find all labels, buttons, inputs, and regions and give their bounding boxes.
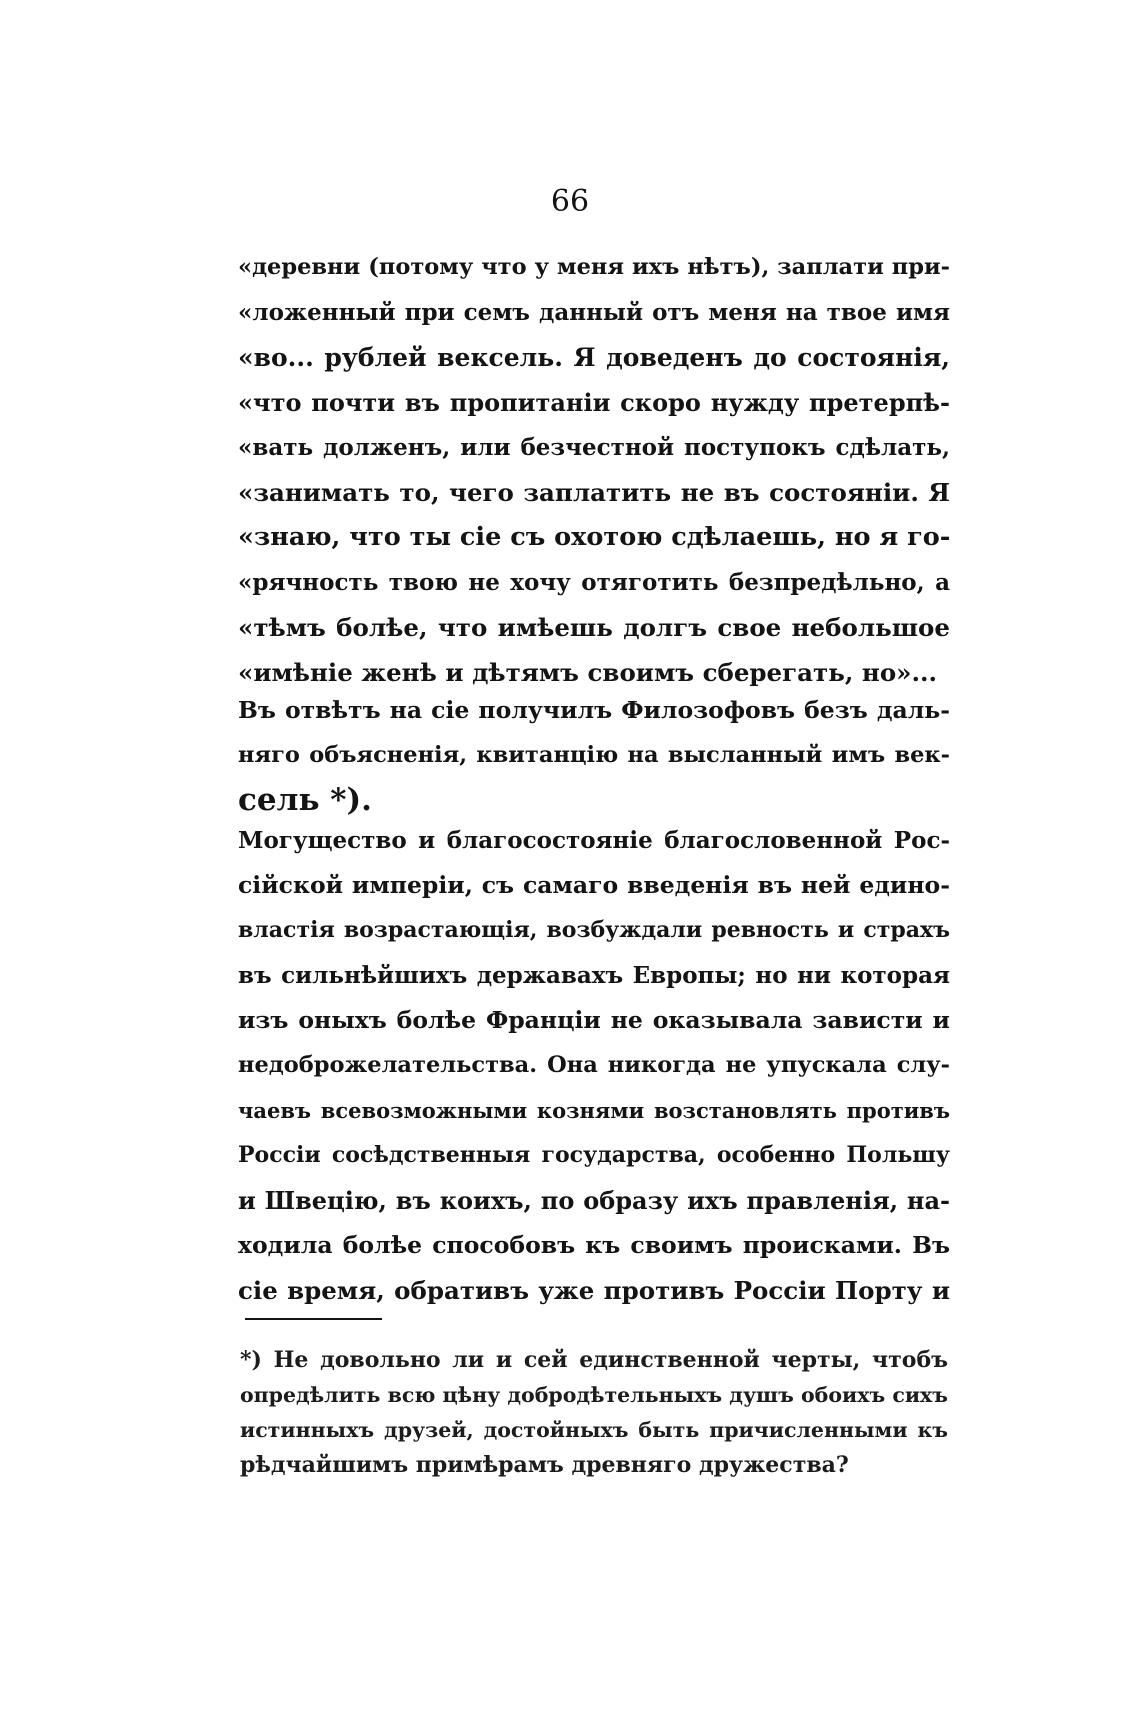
footnote-line: рѣдчайшимъ примѣрамъ древняго дружества?	[240, 1452, 849, 1478]
paragraph-reply	[238, 688, 950, 823]
paragraph-line: недоброжелательства. Она никогда не упускала слу-	[238, 1052, 950, 1078]
paragraph-line: чаевъ всевозможными кознями возстановлять противъ	[238, 1098, 950, 1123]
letter-line: «рячность твою не хочу отяготить безпредѣльно, а	[238, 569, 950, 596]
footnote-line: истинныхъ друзей, достойныхъ быть причисленными къ	[240, 1418, 948, 1442]
page-number: 66	[550, 184, 590, 219]
letter-line: «занимать то, чего заплатить не въ состояніи. Я	[238, 478, 950, 507]
letter-line: «что почти въ пропитаніи скоро нужду претерпѣ-	[238, 388, 950, 417]
letter-line: «имѣніе женѣ и дѣтямъ своимъ сберегать, но»...	[238, 658, 938, 687]
quoted-letter	[238, 245, 950, 695]
letter-line: «знаю, что ты сіе съ охотою сдѣлаешь, но я го-	[238, 522, 951, 552]
paragraph-line: няго объясненія, квитанцію на высланный имъ век-	[238, 742, 950, 768]
footnote-line: *) Не довольно ли и сей единственной черты, чтобъ	[240, 1347, 948, 1373]
paragraph-line: сійской имперіи, съ самаго введенія въ ней едино-	[238, 871, 950, 899]
paragraph-line: изъ оныхъ болѣе Франціи не оказывала зависти и	[238, 1006, 950, 1034]
paragraph-line: Могущество и благосостояніе благословенной Рос-	[238, 827, 950, 854]
paragraph-line: сель *).	[238, 782, 372, 818]
paragraph-line: сіе время, обративъ уже противъ Россіи Порту и	[238, 1276, 950, 1305]
paragraph-line: Россіи сосѣдственныя государства, особенно Польшу	[238, 1142, 950, 1168]
footnote	[240, 1343, 948, 1483]
letter-line: «вать долженъ, или безчестной поступокъ сдѣлать,	[238, 434, 950, 461]
letter-line: «тѣмъ болѣе, что имѣешь долгъ свое небольшое	[238, 613, 950, 642]
paragraph-line: и Швецію, въ коихъ, по образу ихъ правленія, на-	[238, 1186, 950, 1215]
letter-line: «деревни (потому что у меня ихъ нѣтъ), заплати при-	[238, 254, 950, 280]
paragraph-line: властія возрастающія, возбуждали ревность и страхъ	[238, 917, 950, 943]
letter-line: «ложенный при семъ данный отъ меня на твое имя	[238, 299, 950, 326]
paragraph-line: ходила болѣе способовъ къ своимъ происками. Въ	[238, 1231, 950, 1259]
paragraph-line: Въ отвѣтъ на сіе получилъ Филозофовъ безъ даль-	[238, 696, 950, 724]
footnote-line: опредѣлить всю цѣну добродѣтельныхъ душъ обоихъ сихъ	[240, 1383, 948, 1407]
paragraph-russia-power	[238, 818, 950, 1313]
letter-line: «во... рублей вексель. Я доведенъ до состоянія,	[238, 343, 950, 372]
paragraph-line: въ сильнѣйшихъ державахъ Европы; но ни которая	[238, 962, 950, 989]
footnote-divider	[245, 1318, 382, 1320]
